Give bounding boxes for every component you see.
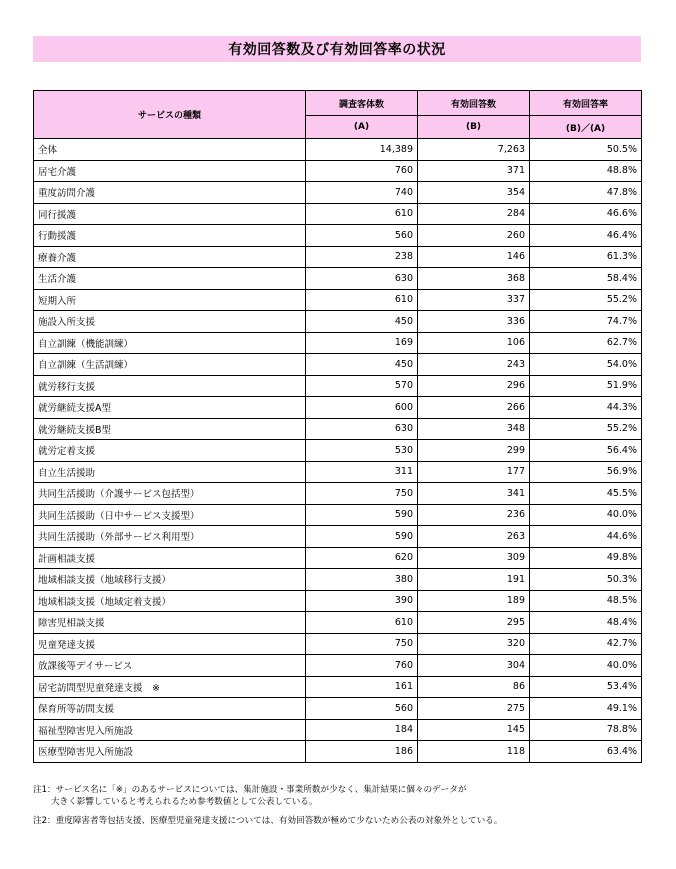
surveyed-count-cell: 630: [306, 418, 418, 440]
header-service: サービスの種類: [34, 91, 306, 139]
table-row: [34, 203, 642, 225]
surveyed-count-cell: 570: [306, 375, 418, 397]
surveyed-count-cell: 186: [306, 741, 418, 763]
header-rate-sub: (B)／(A): [530, 116, 642, 139]
table-row: [34, 633, 642, 655]
valid-count-cell: 146: [418, 246, 530, 268]
response-rate-cell: 54.0%: [530, 354, 642, 376]
service-name-cell: 障害児相談支援: [34, 612, 306, 634]
response-rate-cell: 46.6%: [530, 203, 642, 225]
response-rate-cell: 55.2%: [530, 289, 642, 311]
title-bar: [33, 36, 641, 62]
response-rate-cell: 46.4%: [530, 225, 642, 247]
note-2: 注2：重度障害者等包括支援、医療型児童発達支援については、有効回答数が極めて少ないため公表の対象外としている。: [33, 816, 503, 826]
service-name-cell: 重度訪問介護: [34, 182, 306, 204]
table-row: [34, 139, 642, 161]
surveyed-count-cell: 450: [306, 311, 418, 333]
valid-count-cell: 348: [418, 418, 530, 440]
valid-count-cell: 118: [418, 741, 530, 763]
valid-count-cell: 309: [418, 547, 530, 569]
table-row: [34, 225, 642, 247]
surveyed-count-cell: 311: [306, 461, 418, 483]
surveyed-count-cell: 560: [306, 225, 418, 247]
response-rate-cell: 40.0%: [530, 655, 642, 677]
surveyed-count-cell: 610: [306, 612, 418, 634]
response-rate-cell: 48.8%: [530, 160, 642, 182]
surveyed-count-cell: 760: [306, 160, 418, 182]
service-name-cell: 医療型障害児入所施設: [34, 741, 306, 763]
response-rate-cell: 58.4%: [530, 268, 642, 290]
surveyed-count-cell: 740: [306, 182, 418, 204]
service-name-cell: 自立訓練（生活訓練）: [34, 354, 306, 376]
response-rate-cell: 56.9%: [530, 461, 642, 483]
header-surveyed: 調査客体数: [306, 91, 418, 116]
surveyed-count-cell: 450: [306, 354, 418, 376]
response-rate-cell: 44.6%: [530, 526, 642, 548]
surveyed-count-cell: 530: [306, 440, 418, 462]
valid-count-cell: 304: [418, 655, 530, 677]
valid-count-cell: 337: [418, 289, 530, 311]
table-row: [34, 612, 642, 634]
valid-count-cell: 275: [418, 698, 530, 720]
response-rate-cell: 56.4%: [530, 440, 642, 462]
note-1-line-1: 注1：サービス名に「※」のあるサービスについては、集計施設・事業所数が少なく、集計結果に個々のデータが: [33, 785, 467, 795]
response-rate-cell: 63.4%: [530, 741, 642, 763]
table-row: [34, 182, 642, 204]
surveyed-count-cell: 161: [306, 676, 418, 698]
response-rate-table: [33, 90, 642, 763]
valid-count-cell: 260: [418, 225, 530, 247]
note-1: [33, 784, 653, 808]
service-name-cell: 放課後等デイサービス: [34, 655, 306, 677]
valid-count-cell: 243: [418, 354, 530, 376]
surveyed-count-cell: 184: [306, 719, 418, 741]
service-name-cell: 全体: [34, 139, 306, 161]
table-row: [34, 268, 642, 290]
service-name-cell: 自立生活援助: [34, 461, 306, 483]
valid-count-cell: 341: [418, 483, 530, 505]
service-name-cell: 同行援護: [34, 203, 306, 225]
table-row: [34, 526, 642, 548]
service-name-cell: 共同生活援助（外部サービス利用型）: [34, 526, 306, 548]
table-row: [34, 504, 642, 526]
response-rate-cell: 78.8%: [530, 719, 642, 741]
table-row: [34, 483, 642, 505]
surveyed-count-cell: 610: [306, 289, 418, 311]
service-name-cell: 福祉型障害児入所施設: [34, 719, 306, 741]
valid-count-cell: 320: [418, 633, 530, 655]
header-valid: 有効回答数: [418, 91, 530, 116]
response-rate-cell: 45.5%: [530, 483, 642, 505]
surveyed-count-cell: 600: [306, 397, 418, 419]
valid-count-cell: 145: [418, 719, 530, 741]
table-row: [34, 246, 642, 268]
response-rate-cell: 42.7%: [530, 633, 642, 655]
service-name-cell: 就労定着支援: [34, 440, 306, 462]
table-row: [34, 397, 642, 419]
service-name-cell: 生活介護: [34, 268, 306, 290]
valid-count-cell: 299: [418, 440, 530, 462]
response-rate-cell: 61.3%: [530, 246, 642, 268]
table-body: [34, 139, 642, 763]
service-name-cell: 保育所等訪問支援: [34, 698, 306, 720]
table-row: [34, 332, 642, 354]
response-rate-cell: 40.0%: [530, 504, 642, 526]
service-name-cell: 共同生活援助（介護サービス包括型）: [34, 483, 306, 505]
service-name-cell: 自立訓練（機能訓練）: [34, 332, 306, 354]
valid-count-cell: 371: [418, 160, 530, 182]
surveyed-count-cell: 560: [306, 698, 418, 720]
surveyed-count-cell: 590: [306, 526, 418, 548]
header-valid-sub: (B): [418, 116, 530, 139]
response-rate-cell: 49.1%: [530, 698, 642, 720]
notes: [33, 784, 653, 827]
response-rate-cell: 62.7%: [530, 332, 642, 354]
surveyed-count-cell: 238: [306, 246, 418, 268]
table-row: [34, 547, 642, 569]
surveyed-count-cell: 620: [306, 547, 418, 569]
surveyed-count-cell: 590: [306, 504, 418, 526]
service-name-cell: 居宅訪問型児童発達支援 ※: [34, 676, 306, 698]
valid-count-cell: 368: [418, 268, 530, 290]
service-name-cell: 児童発達支援: [34, 633, 306, 655]
valid-count-cell: 284: [418, 203, 530, 225]
valid-count-cell: 86: [418, 676, 530, 698]
surveyed-count-cell: 390: [306, 590, 418, 612]
table-row: [34, 461, 642, 483]
surveyed-count-cell: 750: [306, 633, 418, 655]
table-row: [34, 655, 642, 677]
header-surveyed-sub: (A): [306, 116, 418, 139]
response-rate-cell: 50.5%: [530, 139, 642, 161]
valid-count-cell: 236: [418, 504, 530, 526]
service-name-cell: 就労継続支援A型: [34, 397, 306, 419]
header-rate: 有効回答率: [530, 91, 642, 116]
service-name-cell: 計画相談支援: [34, 547, 306, 569]
valid-count-cell: 7,263: [418, 139, 530, 161]
response-rate-cell: 49.8%: [530, 547, 642, 569]
response-rate-cell: 74.7%: [530, 311, 642, 333]
response-rate-cell: 48.4%: [530, 612, 642, 634]
response-rate-cell: 50.3%: [530, 569, 642, 591]
table-row: [34, 354, 642, 376]
valid-count-cell: 336: [418, 311, 530, 333]
service-name-cell: 居宅介護: [34, 160, 306, 182]
service-name-cell: 療養介護: [34, 246, 306, 268]
service-name-cell: 就労移行支援: [34, 375, 306, 397]
surveyed-count-cell: 760: [306, 655, 418, 677]
table-row: [34, 289, 642, 311]
response-rate-cell: 51.9%: [530, 375, 642, 397]
page-title: 有効回答数及び有効回答率の状況: [228, 42, 446, 58]
service-name-cell: 地域相談支援（地域定着支援）: [34, 590, 306, 612]
table-row: [34, 698, 642, 720]
valid-count-cell: 266: [418, 397, 530, 419]
surveyed-count-cell: 169: [306, 332, 418, 354]
table-row: [34, 160, 642, 182]
service-name-cell: 地域相談支援（地域移行支援）: [34, 569, 306, 591]
table-row: [34, 440, 642, 462]
valid-count-cell: 354: [418, 182, 530, 204]
service-name-cell: 施設入所支援: [34, 311, 306, 333]
surveyed-count-cell: 750: [306, 483, 418, 505]
valid-count-cell: 263: [418, 526, 530, 548]
response-rate-cell: 55.2%: [530, 418, 642, 440]
valid-count-cell: 106: [418, 332, 530, 354]
response-rate-cell: 44.3%: [530, 397, 642, 419]
table-row: [34, 676, 642, 698]
table-row: [34, 741, 642, 763]
valid-count-cell: 189: [418, 590, 530, 612]
table-row: [34, 719, 642, 741]
valid-count-cell: 295: [418, 612, 530, 634]
table-row: [34, 569, 642, 591]
table-row: [34, 590, 642, 612]
service-name-cell: 短期入所: [34, 289, 306, 311]
service-name-cell: 就労継続支援B型: [34, 418, 306, 440]
valid-count-cell: 191: [418, 569, 530, 591]
response-rate-cell: 48.5%: [530, 590, 642, 612]
surveyed-count-cell: 14,389: [306, 139, 418, 161]
table-row: [34, 418, 642, 440]
response-rate-cell: 53.4%: [530, 676, 642, 698]
table-row: [34, 375, 642, 397]
valid-count-cell: 177: [418, 461, 530, 483]
table-row: [34, 311, 642, 333]
note-1-line-2: 大きく影響していると考えられるため参考数値として公表している。: [51, 797, 318, 807]
response-rate-cell: 47.8%: [530, 182, 642, 204]
service-name-cell: 行動援護: [34, 225, 306, 247]
service-name-cell: 共同生活援助（日中サービス支援型）: [34, 504, 306, 526]
surveyed-count-cell: 630: [306, 268, 418, 290]
surveyed-count-cell: 380: [306, 569, 418, 591]
valid-count-cell: 296: [418, 375, 530, 397]
surveyed-count-cell: 610: [306, 203, 418, 225]
